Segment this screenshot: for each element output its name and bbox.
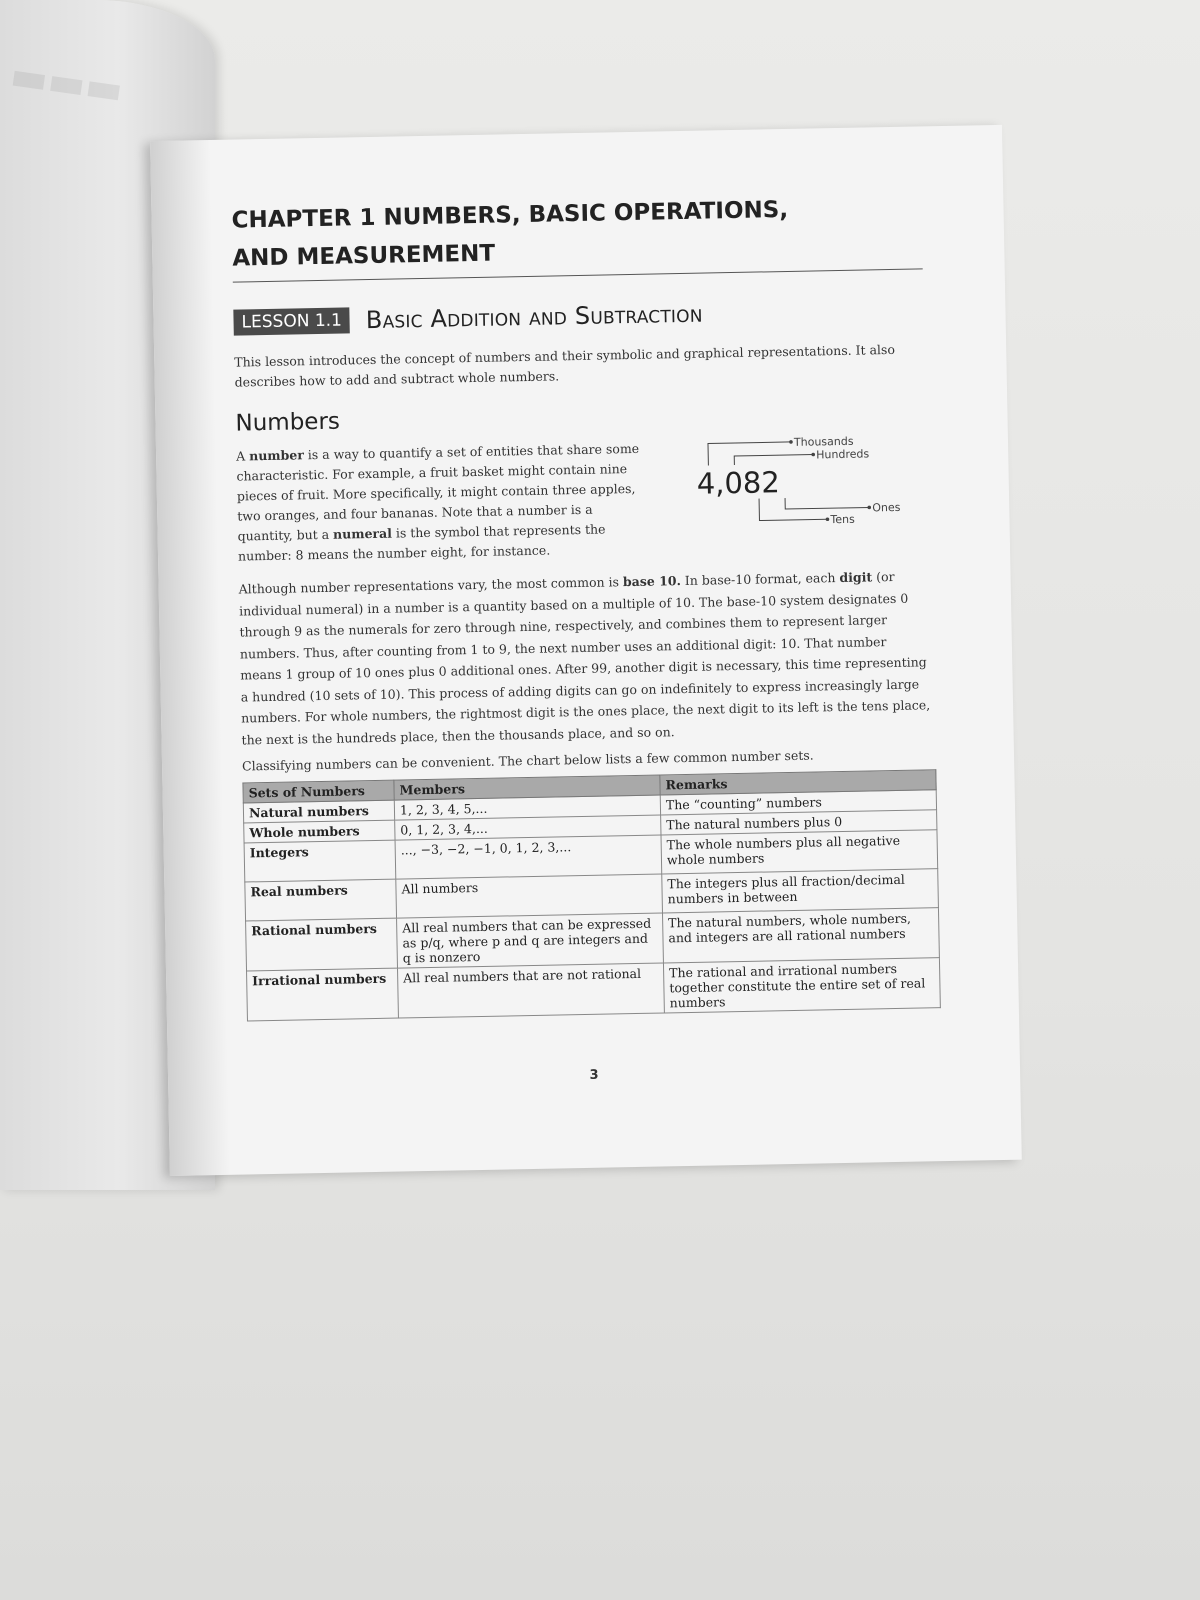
number-definition-paragraph	[236, 439, 648, 567]
classifying-paragraph: Classifying numbers can be convenient. The chart below lists a few common number sets.	[241, 747, 814, 774]
cell-remarks: The rational and irrational numbers together constitute the entire set of real numbers	[663, 958, 940, 1013]
left-page-show-through: ▬▬▬	[7, 52, 127, 114]
text-run: is a way to quantify a set of entities that share some characteristic. For example, a fruit basket might contain nine pieces of fruit. More specifically, it might contain three apples, two oranges, and four bananas. Note that a number is a quantity, but a	[236, 440, 640, 544]
place-value-diagram	[696, 433, 928, 547]
cell-set: Real numbers	[245, 879, 397, 921]
thousands-bracket	[708, 442, 791, 466]
tens-dot	[826, 517, 830, 521]
text-run: is the symbol that represents the number: 8 means the number eight, for instance.	[237, 521, 606, 564]
label-thousands: Thousands	[793, 434, 854, 449]
cell-remarks: The natural numbers plus 0	[661, 810, 937, 835]
hundreds-dot	[811, 453, 815, 457]
cell-set: Irrational numbers	[247, 968, 399, 1021]
term-numeral: numeral	[332, 525, 393, 542]
page-content	[231, 188, 937, 1021]
lesson-title: Basic Addition and Subtraction	[365, 299, 703, 335]
cell-set: Rational numbers	[246, 918, 398, 971]
text-run: In base-10 format, each	[680, 570, 840, 589]
cell-remarks: The “counting” numbers	[660, 790, 936, 815]
cell-set: Natural numbers	[243, 800, 394, 823]
cell-set: Whole numbers	[244, 820, 395, 843]
term-digit: digit	[839, 569, 873, 586]
book-page	[150, 125, 1022, 1176]
header-remarks: Remarks	[660, 770, 936, 795]
lesson-header	[233, 295, 923, 336]
hundreds-bracket	[734, 455, 813, 466]
section-heading-numbers: Numbers	[235, 408, 341, 437]
label-tens: Tens	[830, 512, 855, 527]
cell-remarks: The integers plus all fraction/decimal numbers in between	[662, 869, 939, 913]
cell-members: ..., −3, −2, −1, 0, 1, 2, 3,...	[395, 835, 662, 879]
number-sets-table	[242, 769, 940, 1021]
base-ten-paragraph	[238, 565, 931, 750]
label-ones: Ones	[872, 500, 901, 515]
term-number: number	[249, 447, 304, 464]
cell-members: All numbers	[396, 874, 663, 918]
ones-dot	[867, 506, 871, 510]
thousands-dot	[789, 440, 793, 444]
ones-bracket	[785, 496, 869, 509]
text-run: (or individual numeral) in a number is a quantity based on a multiple of 10. The base-10 system designates 0 through 9 as the numerals for zero through nine, respectively, and combines them to represent larger numbers. Thus, after counting from 1 to 9, the next number uses an additional digit: 10. That number means 1 group of 10 ones plus 0 additional ones. After 99, another digit is necessary, this time representing a hundred (10 sets of 10). This process of adding digits can go on indefinitely to express increasingly large numbers. For whole numbers, the rightmost digit is the ones place, the next digit to its left is the tens place, the next is the hundreds place, then the thousands place, and so on.	[238, 568, 931, 748]
cell-members: All real numbers that are not rational	[397, 963, 664, 1018]
cell-members: 1, 2, 3, 4, 5,...	[394, 795, 660, 820]
cell-members: 0, 1, 2, 3, 4,...	[395, 815, 661, 840]
chapter-title-line1: CHAPTER 1 NUMBERS, BASIC OPERATIONS,	[231, 196, 789, 234]
text-run: Although number representations vary, the most common is	[238, 574, 624, 597]
cell-set: Integers	[244, 840, 396, 882]
cell-members: All real numbers that can be expressed as p/q, where p and q are integers and q is nonzero	[397, 913, 664, 968]
label-hundreds: Hundreds	[816, 447, 870, 462]
header-members: Members	[394, 775, 660, 800]
lesson-intro: This lesson introduces the concept of numbers and their symbolic and graphical representations. It also describes how to add and subtract whole numbers.	[234, 341, 896, 390]
numbers-row	[236, 433, 928, 566]
term-base-10: base 10.	[622, 573, 682, 590]
chapter-title	[231, 188, 922, 282]
text-run: A	[235, 448, 250, 464]
example-number: 4,082	[696, 465, 781, 501]
header-sets: Sets of Numbers	[243, 780, 394, 803]
cell-remarks: The natural numbers, whole numbers, and integers are all rational numbers	[662, 908, 939, 963]
page-number: 3	[589, 1067, 599, 1083]
lesson-tag: LESSON 1.1	[233, 307, 350, 335]
chapter-title-line2: AND MEASUREMENT	[232, 240, 496, 272]
cell-remarks: The whole numbers plus all negative whole numbers	[661, 830, 938, 874]
